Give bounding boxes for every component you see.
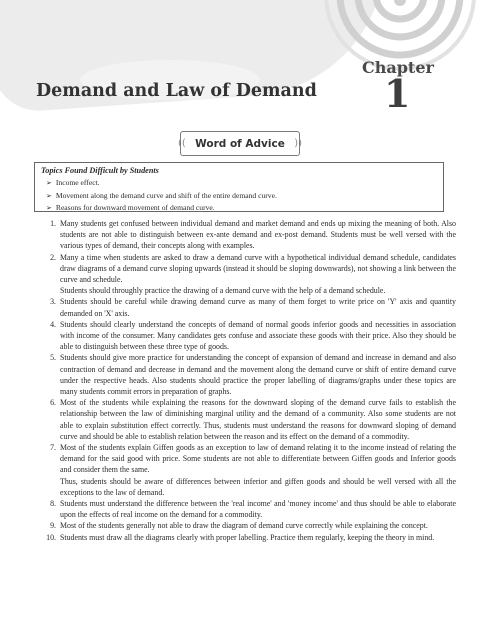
list-item: 2. Many a time when students are asked to draw a demand curve with a hypothetical individual demand schedule, candidates draw diagrams of a demand curve sloping upwards (instead it should be sloping downwards), not showing a link between the curve and schedule. Students should throughly practice the drawing of a demand curve with the help of a demand schedule.	[50, 252, 456, 296]
list-item: 5. Students should give more practice for understanding the concept of expansion of demand and increase in demand and also contraction of demand and decrease in demand and the movement along the demand curve or shift of entire demand curve under the respective heads. Also students should practice the proper labelling of diagrams/graphs under these topics are many students commit errors in preparation of graphs.	[50, 353, 456, 397]
signal-wave-icon: ))	[294, 138, 302, 149]
word-of-advice-box	[180, 131, 300, 156]
list-item: 10. Students must draw all the diagrams clearly with proper labelling. Practice them regularly, keeping the theory in mind.	[46, 532, 435, 542]
chapter-number: 1	[384, 71, 411, 116]
topics-box	[34, 162, 444, 212]
signal-wave-icon: ((	[178, 138, 186, 149]
list-item: ➢ Income effect.	[46, 178, 100, 187]
list-item: 1. Many students get confused between individual demand and market demand and ends up mixing the meaning of both. Also students are not able to distinguish between ex-ante demand and ex-post demand. Students must be well versed with the various types of demand, their concepts along with examples.	[50, 219, 456, 251]
list-item: 3. Students should be careful while drawing demand curve as many of them forget to write price on 'Y' axis and quantity demanded on 'X' axis.	[50, 297, 456, 318]
list-item: 8. Students must understand the difference between the 'real income' and 'money income' and thus should be able to elaborate upon the effects of real income on the demand for a commodity.	[50, 499, 456, 520]
topics-list	[41, 177, 437, 215]
arrow-bullet-icon: ➢	[46, 179, 52, 187]
list-item: ➢ Reasons for downward movement of demand curve.	[46, 203, 215, 212]
arrow-bullet-icon: ➢	[46, 204, 52, 212]
arrow-bullet-icon: ➢	[46, 191, 52, 200]
list-item: 9. Most of the students generally not able to draw the diagram of demand curve correctly while explaining the concept.	[50, 521, 428, 531]
advice-list	[38, 218, 456, 543]
list-item: 4. Students should clearly understand the concepts of demand of normal goods inferior goods and necessities in association with income of the consumer. Many candidates gets confuse and associate these goods with their price. Also they should be able to distinguish between these three type of goods.	[50, 319, 456, 352]
word-of-advice-label: Word of Advice	[195, 137, 285, 150]
list-item: 7. Most of the students explain Giffen goods as an exception to law of demand relating it to the income instead of relating the demand for the said good with price. Some students are not able to differentiate between Giffen goods and Inferior goods and consider them the same. Thus, students should be aware of differences between inferior and giffen goods and should be well versed with all the exceptions to the law of demand.	[50, 443, 456, 497]
topics-heading: Topics Found Difficult by Students	[41, 166, 159, 175]
chapter-label: Chapter	[362, 58, 434, 77]
list-item: 6. Most of the students while explaining the reasons for the downward sloping of the demand curve fails to establish the relationship between the law of diminishing marginal utility and the demand of a community. Also some students are not able to explain substitution effect correctly. Thus, students must understand the reasons for downward sloping of demand curve and should be able to establish relation between the reason and its effect on the demand of a commodity.	[50, 398, 456, 441]
page-title: Demand and Law of Demand	[36, 81, 317, 101]
list-item: ➢ Movement along the demand curve and shift of the entire demand curve.	[46, 190, 277, 200]
